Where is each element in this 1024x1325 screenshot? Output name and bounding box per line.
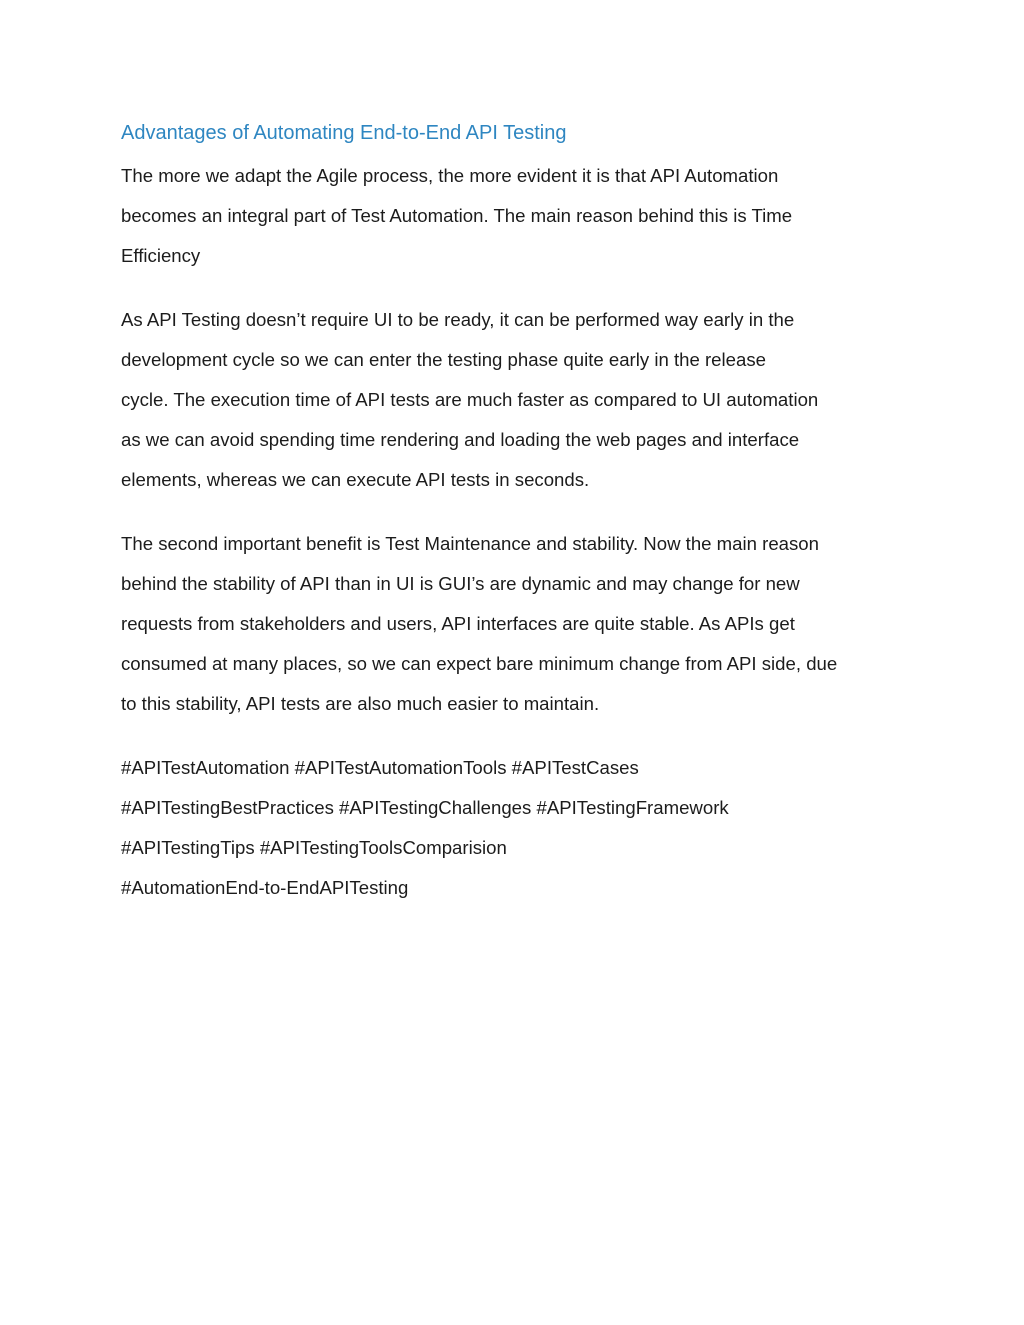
text-line: The second important benefit is Test Maintenance and stability. Now the main reason [121, 533, 819, 554]
text-line: Efficiency [121, 245, 201, 266]
text-line: elements, whereas we can execute API tests in seconds. [121, 469, 590, 490]
text-line: development cycle so we can enter the testing phase quite early in the release [121, 349, 766, 370]
hashtag-line: #APITestingTips #APITestingToolsComparision [121, 837, 507, 858]
text-line: The more we adapt the Agile process, the more evident it is that API Automation [121, 165, 779, 186]
paragraph-intro [121, 156, 911, 276]
section-heading: Advantages of Automating End-to-End API Testing [121, 122, 567, 144]
paragraph-maintenance [121, 524, 911, 724]
hashtag-line: #AutomationEnd-to-EndAPITesting [121, 877, 409, 898]
text-line: to this stability, API tests are also much easier to maintain. [121, 693, 600, 714]
hashtag-line: #APITestAutomation #APITestAutomationTools #APITestCases [121, 757, 639, 778]
hashtag-block [121, 748, 911, 908]
text-line: behind the stability of API than in UI is GUI’s are dynamic and may change for new [121, 573, 800, 594]
text-line: As API Testing doesn’t require UI to be ready, it can be performed way early in the [121, 309, 795, 330]
text-line: cycle. The execution time of API tests are much faster as compared to UI automation [121, 389, 819, 410]
document-content [121, 117, 911, 932]
paragraph-ui-independence [121, 300, 911, 500]
text-line: consumed at many places, so we can expect bare minimum change from API side, due [121, 653, 838, 674]
text-line: requests from stakeholders and users, API interfaces are quite stable. As APIs get [121, 613, 795, 634]
text-line: becomes an integral part of Test Automation. The main reason behind this is Time [121, 205, 793, 226]
hashtag-line: #APITestingBestPractices #APITestingChallenges #APITestingFramework [121, 797, 729, 818]
text-line: as we can avoid spending time rendering and loading the web pages and interface [121, 429, 800, 450]
